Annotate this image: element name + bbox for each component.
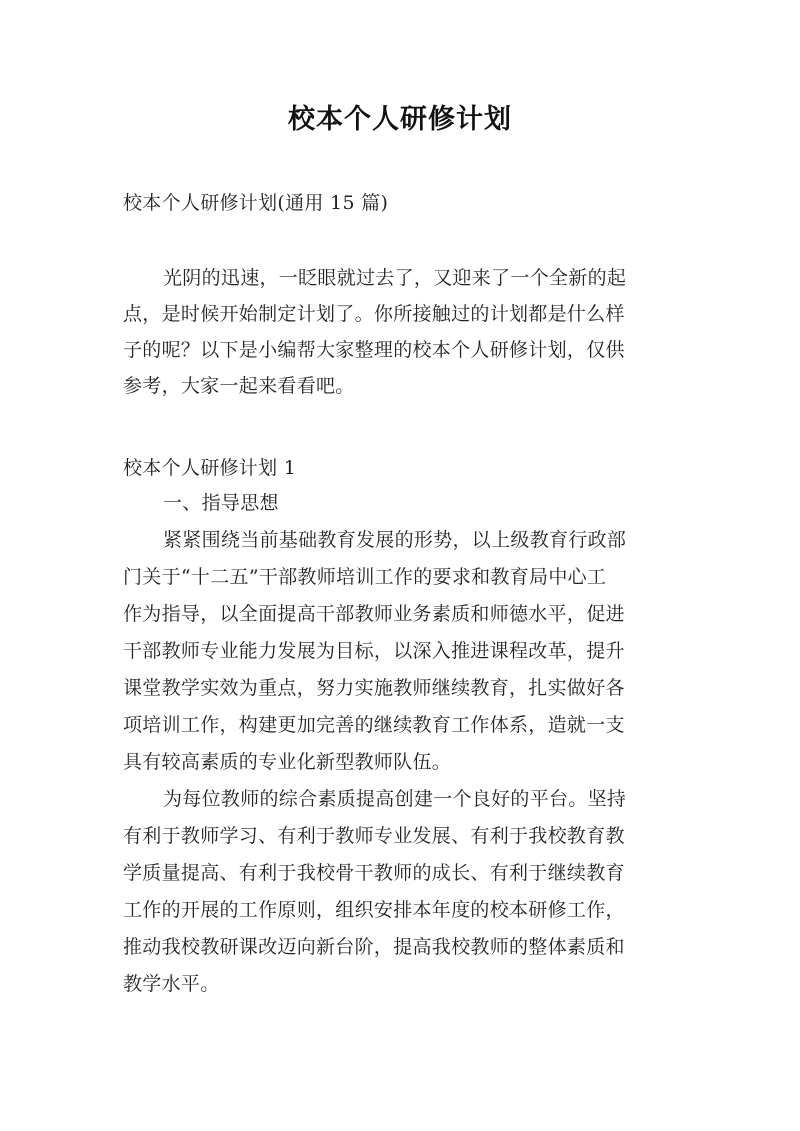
paragraph-line: 具有较高素质的专业化新型教师队伍。 [123, 751, 452, 773]
intro-line: 点，是时候开始制定计划了。你所接触过的计划都是什么样 [123, 303, 625, 325]
paragraph-line: 教学水平。 [123, 973, 220, 995]
paragraph-line: 有利于教师学习、有利于教师专业发展、有利于我校教育教 [123, 825, 625, 847]
paragraph-line: 项培训工作，构建更加完善的继续教育工作体系，造就一支 [123, 714, 625, 736]
paragraph-line: 工作的开展的工作原则，组织安排本年度的校本研修工作， [123, 899, 625, 921]
intro-line: 参考，大家一起来看看吧。 [123, 375, 355, 397]
intro-line: 子的呢？以下是小编帮大家整理的校本个人研修计划，仅供 [123, 339, 625, 361]
paragraph-line: 推动我校教研课改迈向新台阶，提高我校教师的整体素质和 [123, 936, 625, 958]
paragraph-line: 学质量提高、有利于我校骨干教师的成长、有利于继续教育 [123, 862, 625, 884]
paragraph-line: 紧紧围绕当前基础教育发展的形势，以上级教育行政部 [163, 529, 627, 551]
paragraph-line: 干部教师专业能力发展为目标，以深入推进课程改革，提升 [123, 640, 625, 662]
paragraph-line: 作为指导，以全面提高干部教师业务素质和师德水平，促进 [123, 603, 625, 625]
document-subtitle: 校本个人研修计划(通用 15 篇) [123, 192, 389, 214]
document-title: 校本个人研修计划 [288, 104, 512, 135]
paragraph-line: 课堂教学实效为重点，努力实施教师继续教育，扎实做好各 [123, 677, 625, 699]
paragraph-line: 门关于“十二五”干部教师培训工作的要求和教育局中心工 [123, 566, 607, 588]
paragraph-line: 为每位教师的综合素质提高创建一个良好的平台。坚持 [163, 788, 627, 810]
section-title: 校本个人研修计划 1 [123, 457, 297, 479]
intro-line: 光阴的迅速，一眨眼就过去了，又迎来了一个全新的起 [163, 267, 627, 289]
section-heading: 一、指导思想 [163, 492, 279, 514]
